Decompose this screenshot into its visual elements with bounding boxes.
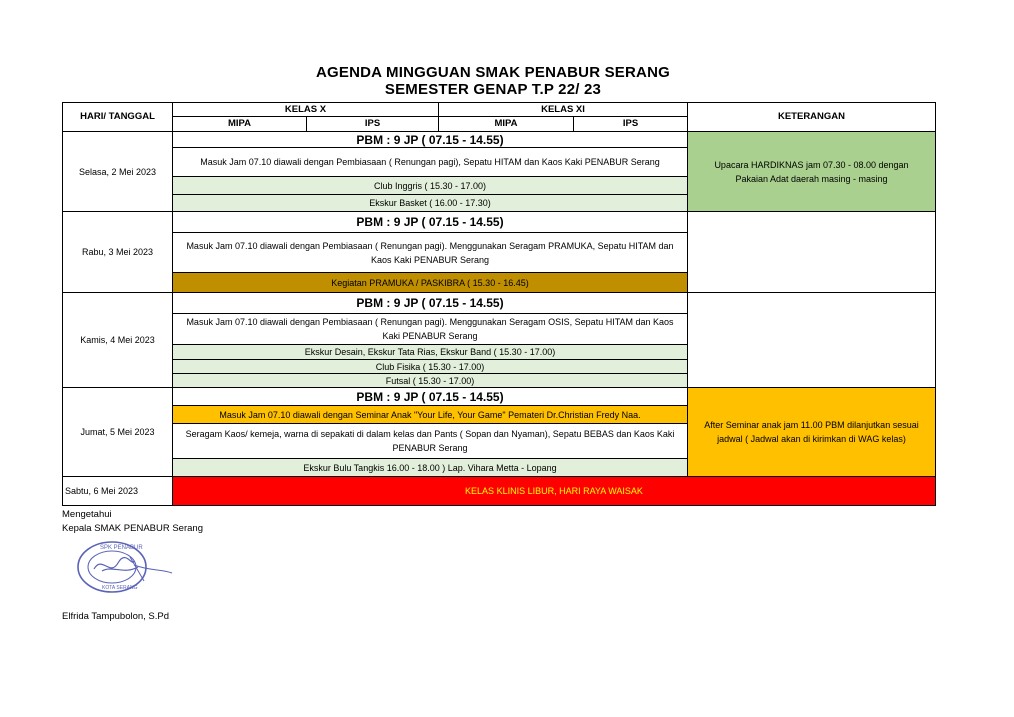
header-mipa-x: MIPA: [172, 116, 307, 132]
date-cell-selasa: Selasa, 2 Mei 2023: [62, 131, 173, 212]
activity-jumat-2: Seragam Kaos/ kemeja, warna di sepakati di dalam kelas dan Pants ( Sopan dan Nyaman), Sepatu BEBAS dan Kaos Kaki PENABUR Serang: [172, 423, 688, 459]
activity-selasa-2: Club Inggris ( 15.30 - 17.00): [172, 176, 688, 195]
activity-rabu-2: Kegiatan PRAMUKA / PASKIBRA ( 15.30 - 16.45): [172, 272, 688, 293]
agenda-table: [62, 102, 936, 506]
date-cell-sabtu: Sabtu, 6 Mei 2023: [62, 476, 173, 506]
page-subtitle: SEMESTER GENAP T.P 22/ 23: [384, 81, 602, 98]
activity-kamis-4: Futsal ( 15.30 - 17.00): [172, 373, 688, 388]
activity-kamis-2: Ekskur Desain, Ekskur Tata Rias, Ekskur Band ( 15.30 - 17.00): [172, 344, 688, 360]
keterangan-selasa: Upacara HARDIKNAS jam 07.30 - 08.00 dengan Pakaian Adat daerah masing - masing: [687, 131, 936, 212]
keterangan-rabu: [687, 211, 936, 293]
header-ips-xi: IPS: [573, 116, 688, 132]
activity-jumat-3: Ekskur Bulu Tangkis 16.00 - 18.00 ) Lap. Vihara Metta - Lopang: [172, 458, 688, 477]
header-keterangan: KETERANGAN: [687, 102, 936, 132]
header-hari: HARI/ TANGGAL: [62, 102, 173, 132]
pbm-selasa: PBM : 9 JP ( 07.15 - 14.55): [172, 131, 688, 148]
activity-jumat-1: Masuk Jam 07.10 diawali dengan Seminar Anak "Your Life, Your Game" Pemateri Dr.Christian Fredy Naa.: [172, 405, 688, 424]
activity-rabu-1: Masuk Jam 07.10 diawali dengan Pembiasaan ( Renungan pagi). Menggunakan Seragam PRAMUKA, Sepatu HITAM dan Kaos Kaki PENABUR Serang: [172, 232, 688, 273]
school-stamp: [72, 537, 176, 595]
keterangan-jumat: After Seminar anak jam 11.00 PBM dilanjutkan sesuai jadwal ( Jadwal akan di kirimkan di WAG kelas): [687, 387, 936, 477]
footer-mengetahui: Mengetahui: [62, 509, 112, 520]
header-mipa-xi: MIPA: [438, 116, 574, 132]
header-kelas-xi: KELAS XI: [438, 102, 688, 117]
activity-kamis-1: Masuk Jam 07.10 diawali dengan Pembiasaan ( Renungan pagi). Menggunakan Seragam OSIS, Sepatu HITAM dan Kaos Kaki PENABUR Serang: [172, 313, 688, 345]
header-kelas-x: KELAS X: [172, 102, 439, 117]
date-cell-jumat: Jumat, 5 Mei 2023: [62, 387, 173, 477]
footer-nama: Elfrida Tampubolon, S.Pd: [62, 611, 170, 622]
keterangan-kamis: [687, 292, 936, 388]
date-cell-rabu: Rabu, 3 Mei 2023: [62, 211, 173, 293]
header-ips-x: IPS: [306, 116, 439, 132]
page-title: AGENDA MINGGUAN SMAK PENABUR SERANG: [316, 64, 670, 81]
svg-text:SPK PENABUR: SPK PENABUR: [100, 545, 143, 551]
footer-kepala: Kepala SMAK PENABUR Serang: [62, 523, 203, 534]
activity-selasa-3: Ekskur Basket ( 16.00 - 17.30): [172, 194, 688, 212]
pbm-rabu: PBM : 9 JP ( 07.15 - 14.55): [172, 211, 688, 233]
libur-label: KELAS KLINIS LIBUR, HARI RAYA WAISAK: [465, 486, 643, 496]
activity-selasa-1: Masuk Jam 07.10 diawali dengan Pembiasaan ( Renungan pagi), Sepatu HITAM dan Kaos Kaki PENABUR Serang: [172, 147, 688, 177]
pbm-jumat: PBM : 9 JP ( 07.15 - 14.55): [172, 387, 688, 406]
svg-text:KOTA SERANG: KOTA SERANG: [102, 585, 138, 591]
date-cell-kamis: Kamis, 4 Mei 2023: [62, 292, 173, 388]
activity-kamis-3: Club Fisika ( 15.30 - 17.00): [172, 359, 688, 374]
pbm-kamis: PBM : 9 JP ( 07.15 - 14.55): [172, 292, 688, 314]
libur-sabtu: [172, 476, 936, 506]
